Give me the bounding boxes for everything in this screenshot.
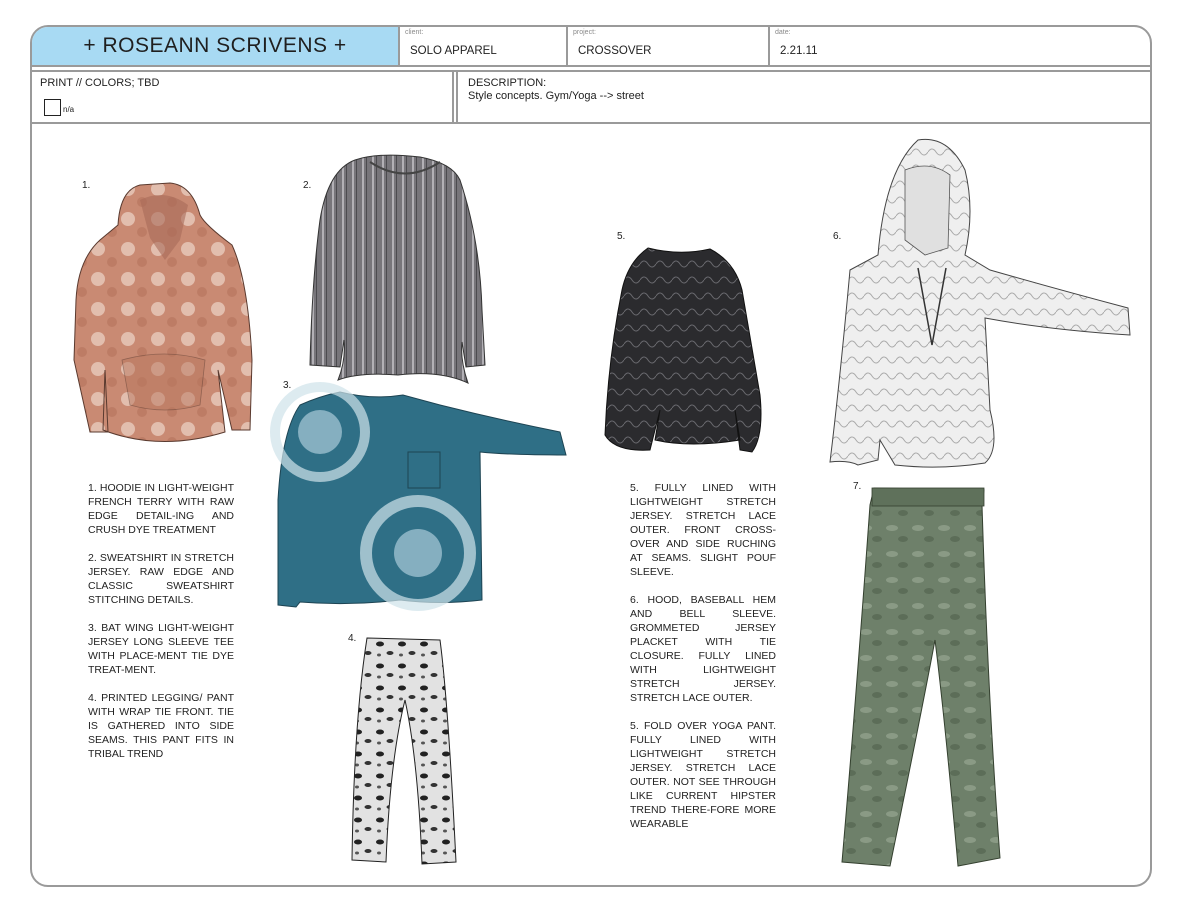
description-label: DESCRIPTION: (468, 77, 547, 89)
client-value: SOLO APPAREL (410, 45, 497, 57)
notes-left (88, 481, 234, 775)
swatch-label: n/a (63, 105, 75, 114)
notes-right (630, 481, 776, 845)
note-3: 3. BAT WING LIGHT-WEIGHT JERSEY LONG SLEEVE TEE WITH PLACE-MENT TIE DYE TREAT-MENT. (88, 622, 234, 676)
note-7: 5. FOLD OVER YOGA PANT. FULLY LINED WITH LIGHTWEIGHT STRETCH JERSEY. STRETCH LACE OUTER. NOT SEE THROUGH LIKE CURRENT HIPSTER TREND THERE-FORE MORE WEARABLE (630, 720, 776, 830)
style-number-4: 4. (348, 633, 357, 644)
style-number-6: 6. (833, 231, 842, 242)
print-title: PRINT // COLORS; TBD (40, 77, 160, 89)
lace-top-sketch (605, 248, 761, 452)
client-label: client: (405, 29, 424, 36)
yoga-pant-sketch (842, 488, 1000, 866)
sweatshirt-sketch (310, 155, 485, 383)
style-number-1: 1. (82, 180, 91, 191)
description-text: Style concepts. Gym/Yoga --> street (468, 90, 644, 102)
legging-sketch (352, 638, 456, 864)
note-2: 2. SWEATSHIRT IN STRETCH JERSEY. RAW EDGE AND CLASSIC SWEATSHIRT STITCHING DETAILS. (88, 552, 234, 606)
designer-name: + ROSEANN SCRIVENS + (32, 27, 400, 65)
date-label: date: (775, 29, 791, 36)
date-value: 2.21.11 (780, 45, 818, 57)
note-4: 4. PRINTED LEGGING/ PANT WITH WRAP TIE FRONT. TIE IS GATHERED INTO SIDE SEAMS. THIS PANT FITS IN TRIBAL TREND (88, 692, 234, 760)
style-number-3: 3. (283, 380, 292, 391)
hoodie-sketch (74, 183, 252, 442)
project-value: CROSSOVER (578, 45, 652, 57)
note-6: 6. HOOD, BASEBALL HEM AND BELL SLEEVE. GROMMETED JERSEY PLACKET WITH TIE CLOSURE. FULLY LINED WITH LIGHTWEIGHT STRETCH JERSEY. STRETCH LACE OUTER. (630, 594, 776, 704)
lace-hoodie-sketch (830, 139, 1130, 467)
style-number-5: 5. (617, 231, 626, 242)
note-5: 5. FULLY LINED WITH LIGHTWEIGHT STRETCH JERSEY. STRETCH LACE OUTER. FRONT CROSS-OVER AND SIDE RUCHING AT SEAMS. SLIGHT POUF SLEEVE. (630, 482, 776, 578)
style-number-7: 7. (853, 481, 862, 492)
note-1: 1. HOODIE IN LIGHT-WEIGHT FRENCH TERRY WITH RAW EDGE DETAIL-ING AND CRUSH DYE TREATMENT (88, 482, 234, 536)
batwing-tee-sketch (275, 387, 566, 607)
project-label: project: (573, 29, 596, 36)
style-number-2: 2. (303, 180, 312, 191)
